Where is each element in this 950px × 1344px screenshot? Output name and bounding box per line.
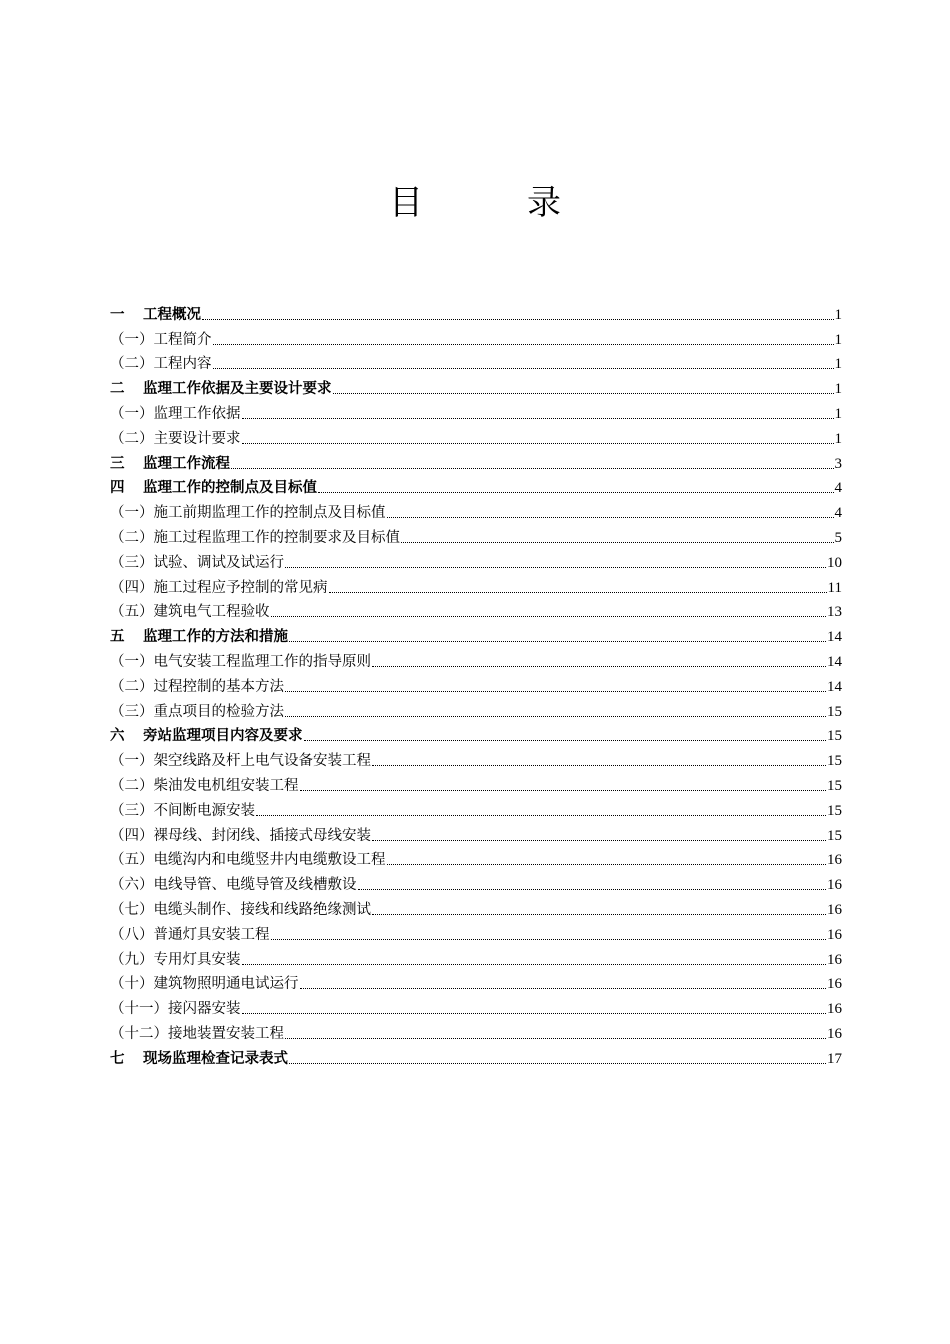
toc-entry-label	[110, 330, 212, 350]
toc-section-entry[interactable]	[110, 870, 842, 895]
toc-entry-label	[110, 950, 241, 970]
toc-page-number: 3	[834, 455, 842, 472]
toc-entry-label	[110, 974, 299, 994]
toc-page-number: 1	[834, 331, 842, 348]
toc-section-entry[interactable]	[110, 325, 842, 350]
toc-entry-text: （九）专用灯具安装	[110, 951, 241, 968]
toc-chapter-entry[interactable]	[110, 449, 842, 474]
toc-dot-leader	[271, 615, 827, 617]
toc-dot-leader	[372, 913, 826, 915]
toc-dot-leader	[318, 491, 834, 493]
toc-chapter-number: 七	[110, 1050, 125, 1067]
toc-page-number: 16	[827, 852, 842, 869]
toc-page-number: 11	[827, 579, 842, 596]
toc-entry-label	[110, 354, 212, 374]
toc-entry-label	[110, 503, 386, 523]
toc-chapter-entry[interactable]	[110, 374, 842, 399]
toc-section-entry[interactable]	[110, 994, 842, 1019]
toc-entry-label	[110, 999, 241, 1019]
toc-chapter-number: 四	[110, 480, 125, 497]
toc-page-number: 1	[834, 381, 842, 398]
toc-page-number: 1	[834, 405, 842, 422]
toc-page-number: 14	[827, 653, 842, 670]
toc-entry-label	[110, 726, 303, 746]
toc-dot-leader	[289, 640, 826, 642]
toc-entry-label	[110, 528, 400, 548]
toc-entry-text: （六）电线导管、电缆导管及线槽敷设	[110, 877, 357, 894]
toc-section-entry[interactable]	[110, 771, 842, 796]
title-char-2: 录	[527, 183, 561, 223]
toc-dot-leader	[387, 863, 827, 865]
toc-section-entry[interactable]	[110, 746, 842, 771]
toc-entry-text: （三）不间断电源安装	[110, 802, 255, 819]
toc-page-number: 15	[827, 753, 842, 770]
toc-dot-leader	[304, 739, 827, 741]
toc-entry-text: （一）监理工作依据	[110, 405, 241, 422]
toc-section-entry[interactable]	[110, 672, 842, 697]
toc-entry-label	[110, 677, 284, 697]
toc-dot-leader	[285, 715, 826, 717]
toc-section-entry[interactable]	[110, 846, 842, 871]
toc-entry-text: （七）电缆头制作、接线和线路绝缘测试	[110, 901, 371, 918]
toc-entry-text: （三）试验、调试及试运行	[110, 554, 284, 571]
toc-dot-leader	[213, 367, 834, 369]
toc-section-entry[interactable]	[110, 424, 842, 449]
toc-page-number: 1	[834, 356, 842, 373]
toc-section-entry[interactable]	[110, 970, 842, 995]
toc-chapter-number: 二	[110, 381, 125, 398]
toc-page-number: 16	[827, 926, 842, 943]
toc-section-entry[interactable]	[110, 945, 842, 970]
table-of-contents	[110, 300, 842, 1069]
toc-entry-label	[110, 429, 241, 449]
toc-page-number: 15	[827, 802, 842, 819]
toc-dot-leader	[242, 417, 834, 419]
toc-dot-leader	[231, 467, 834, 469]
toc-entry-text: （十）建筑物照明通电试运行	[110, 976, 299, 993]
toc-entry-text: （一）工程简介	[110, 331, 212, 348]
toc-page-number: 16	[827, 877, 842, 894]
toc-entry-label	[110, 850, 386, 870]
toc-chapter-number: 六	[110, 728, 125, 745]
toc-section-entry[interactable]	[110, 647, 842, 672]
toc-entry-label	[110, 553, 284, 573]
toc-entry-text: （五）建筑电气工程验收	[110, 604, 270, 621]
toc-dot-leader	[285, 1037, 826, 1039]
toc-dot-leader	[285, 566, 826, 568]
toc-dot-leader	[372, 839, 826, 841]
toc-entry-label	[110, 1049, 288, 1069]
toc-entry-text: （八）普通灯具安装工程	[110, 926, 270, 943]
toc-entry-label	[110, 751, 371, 771]
toc-entry-label	[110, 478, 317, 498]
toc-entry-text: 监理工作的控制点及目标值	[143, 480, 317, 497]
toc-page-number: 16	[827, 951, 842, 968]
toc-section-entry[interactable]	[110, 796, 842, 821]
toc-dot-leader	[256, 814, 826, 816]
toc-section-entry[interactable]	[110, 399, 842, 424]
toc-section-entry[interactable]	[110, 1019, 842, 1044]
toc-section-entry[interactable]	[110, 895, 842, 920]
toc-chapter-entry[interactable]	[110, 300, 842, 325]
toc-dot-leader	[300, 789, 827, 791]
toc-page-number: 14	[827, 629, 842, 646]
toc-entry-label	[110, 801, 255, 821]
toc-entry-text: （二）施工过程监理工作的控制要求及目标值	[110, 529, 400, 546]
toc-entry-text: （五）电缆沟内和电缆竖井内电缆敷设工程	[110, 852, 386, 869]
toc-entry-label	[110, 652, 371, 672]
toc-entry-text: （四）施工过程应予控制的常见病	[110, 579, 328, 596]
toc-entry-text: （三）重点项目的检验方法	[110, 703, 284, 720]
toc-entry-text: （一）施工前期监理工作的控制点及目标值	[110, 505, 386, 522]
toc-dot-leader	[202, 318, 834, 320]
toc-entry-label	[110, 826, 371, 846]
toc-section-entry[interactable]	[110, 573, 842, 598]
toc-dot-leader	[242, 1012, 827, 1014]
toc-entry-text: 现场监理检查记录表式	[143, 1050, 288, 1067]
toc-entry-label	[110, 702, 284, 722]
page-title	[0, 180, 950, 226]
toc-chapter-entry[interactable]	[110, 474, 842, 499]
toc-page-number: 4	[834, 505, 842, 522]
toc-chapter-number: 五	[110, 629, 125, 646]
toc-entry-label	[110, 875, 357, 895]
toc-dot-leader	[242, 442, 834, 444]
toc-entry-text: （十二）接地装置安装工程	[110, 1025, 284, 1042]
toc-entry-text: 监理工作的方法和措施	[143, 629, 288, 646]
toc-page-number: 5	[834, 529, 842, 546]
toc-page-number: 14	[827, 678, 842, 695]
toc-entry-label	[110, 776, 299, 796]
toc-page-number: 13	[827, 604, 842, 621]
toc-section-entry[interactable]	[110, 598, 842, 623]
toc-entry-text: （一）架空线路及杆上电气设备安装工程	[110, 753, 371, 770]
toc-page-number: 1	[834, 306, 842, 323]
toc-chapter-entry[interactable]	[110, 1044, 842, 1069]
toc-dot-leader	[401, 541, 834, 543]
toc-chapter-number: 三	[110, 455, 125, 472]
toc-entry-text: （二）主要设计要求	[110, 430, 241, 447]
toc-section-entry[interactable]	[110, 920, 842, 945]
toc-entry-text: （二）工程内容	[110, 356, 212, 373]
toc-section-entry[interactable]	[110, 548, 842, 573]
toc-section-entry[interactable]	[110, 498, 842, 523]
toc-section-entry[interactable]	[110, 523, 842, 548]
toc-chapter-entry[interactable]	[110, 722, 842, 747]
toc-page-number: 15	[827, 703, 842, 720]
toc-dot-leader	[289, 1062, 826, 1064]
toc-dot-leader	[358, 888, 827, 890]
toc-page-number: 10	[827, 554, 842, 571]
toc-entry-label	[110, 1024, 284, 1044]
toc-dot-leader	[372, 665, 826, 667]
toc-page-number: 4	[834, 480, 842, 497]
toc-dot-leader	[372, 764, 826, 766]
toc-entry-text: （二）柴油发电机组安装工程	[110, 777, 299, 794]
toc-entry-label	[110, 578, 328, 598]
toc-entry-label	[110, 627, 288, 647]
toc-dot-leader	[271, 938, 827, 940]
toc-entry-text: （一）电气安装工程监理工作的指导原则	[110, 653, 371, 670]
toc-entry-label	[110, 925, 270, 945]
toc-page-number: 16	[827, 1001, 842, 1018]
toc-dot-leader	[300, 987, 827, 989]
toc-entry-text: 工程概况	[143, 306, 201, 323]
toc-page-number: 16	[827, 901, 842, 918]
toc-entry-text: （二）过程控制的基本方法	[110, 678, 284, 695]
toc-dot-leader	[285, 690, 826, 692]
toc-entry-text: 监理工作依据及主要设计要求	[143, 381, 332, 398]
toc-entry-label	[110, 900, 371, 920]
toc-dot-leader	[329, 591, 827, 593]
toc-section-entry[interactable]	[110, 821, 842, 846]
toc-entry-text: （十一）接闪器安装	[110, 1001, 241, 1018]
toc-chapter-number: 一	[110, 306, 125, 323]
toc-dot-leader	[333, 392, 834, 394]
toc-dot-leader	[213, 343, 834, 345]
toc-entry-text: （四）裸母线、封闭线、插接式母线安装	[110, 827, 371, 844]
toc-page-number: 17	[827, 1050, 842, 1067]
toc-section-entry[interactable]	[110, 697, 842, 722]
toc-entry-text: 监理工作流程	[143, 455, 230, 472]
toc-dot-leader	[387, 516, 834, 518]
toc-entry-label	[110, 404, 241, 424]
toc-page-number: 16	[827, 976, 842, 993]
toc-page-number: 15	[827, 827, 842, 844]
toc-entry-label	[110, 602, 270, 622]
toc-page-number: 15	[827, 728, 842, 745]
toc-entry-label	[110, 379, 332, 399]
toc-page-number: 16	[827, 1025, 842, 1042]
toc-entry-label	[110, 305, 201, 325]
toc-page-number: 15	[827, 777, 842, 794]
toc-section-entry[interactable]	[110, 350, 842, 375]
toc-page-number: 1	[834, 430, 842, 447]
toc-entry-text: 旁站监理项目内容及要求	[143, 728, 303, 745]
title-char-1: 目	[389, 183, 423, 223]
toc-entry-label	[110, 454, 230, 474]
toc-chapter-entry[interactable]	[110, 622, 842, 647]
toc-dot-leader	[242, 963, 827, 965]
